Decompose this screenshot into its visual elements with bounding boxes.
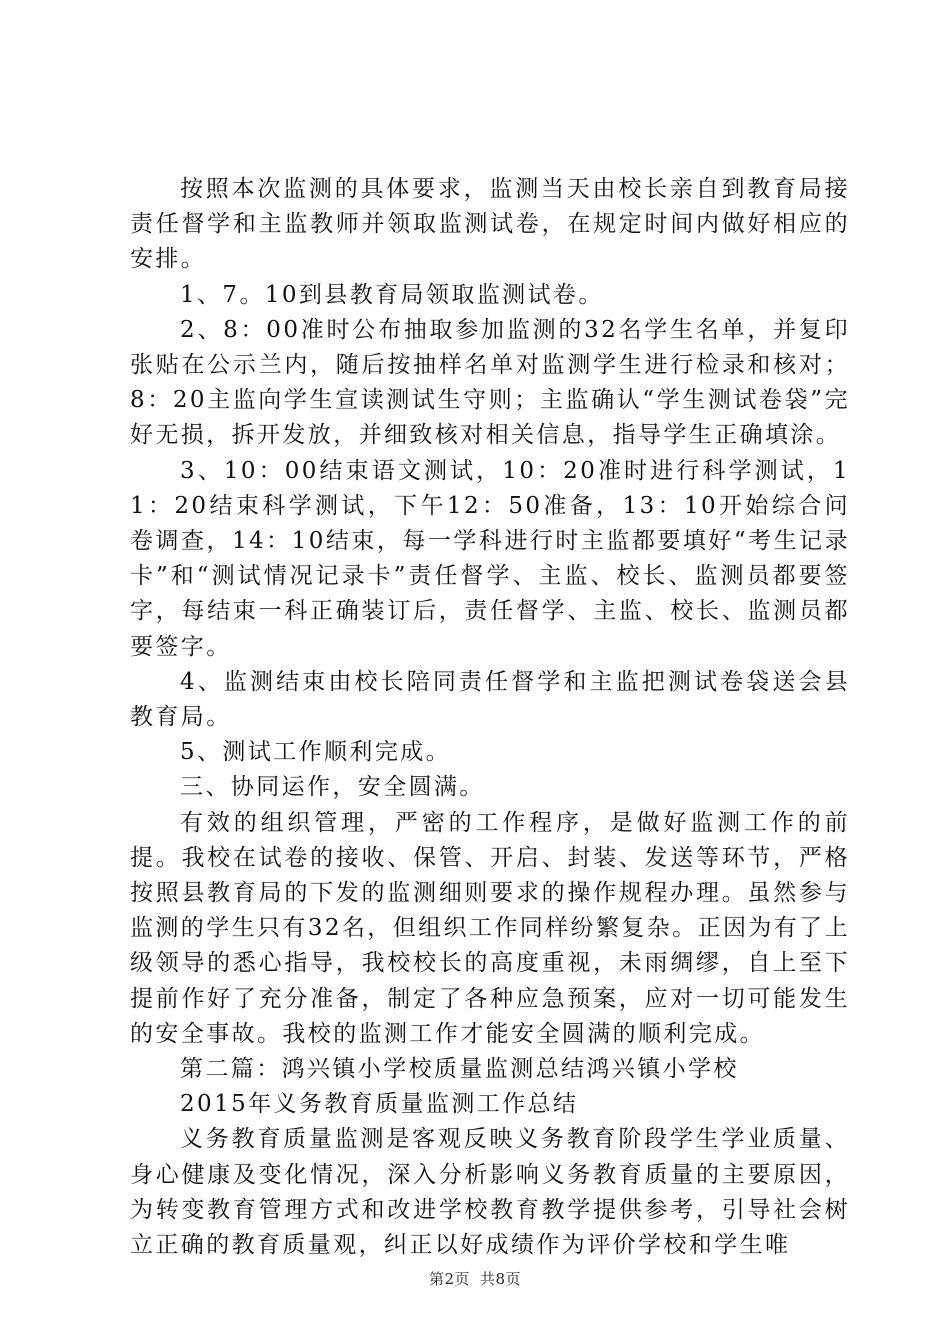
- paragraph: 1、7。10到县教育局领取监测试卷。: [180, 281, 604, 308]
- chapter-subtitle: 2015年义务教育质量监测工作总结: [180, 1091, 579, 1118]
- paragraph: 3、10：00结束语文测试，10：20准时进行科学测试，11：20结束科学测试，下午12：50准备，13：10开始综合问卷调查，14：10结束，每一学科进行时主监都要填好“考生记录卡”和“测试情况记录卡”责任督学、主监、校长、监测员都要签字，每结束一科正确装订后，责任督学、主监、校长、监测员都要签字。: [130, 457, 850, 660]
- chapter-heading: 第二篇：鸿兴镇小学校质量监测总结鸿兴镇小学校: [180, 1056, 739, 1083]
- paragraph: 2、8：00准时公布抽取参加监测的32名学生名单，并复印张贴在公示兰内，随后按抽样名单对监测学生进行检录和核对；8：20主监向学生宣读测试生守则；主监确认“学生测试卷袋”完好无损，拆开发放，并细致核对相关信息，指导学生正确填涂。: [130, 316, 850, 449]
- document-body: [130, 172, 850, 1263]
- paragraph: 按照本次监测的具体要求，监测当天由校长亲自到教育局接责任督学和主监教师并领取监测试卷，在规定时间内做好相应的安排。: [130, 176, 850, 273]
- page-number: 第2页: [428, 1270, 470, 1288]
- section-heading: 三、协同运作，安全圆满。: [180, 774, 485, 801]
- paragraph: 5、测试工作顺利完成。: [180, 739, 452, 766]
- paragraph: 义务教育质量监测是客观反映义务教育阶段学生学业质量、身心健康及变化情况，深入分析影响义务教育质量的主要原因，为转变教育管理方式和改进学校教育教学提供参考，引导社会树立正确的教育质量观，纠正以好成绩作为评价学校和学生唯: [130, 1126, 850, 1259]
- paragraph: 4、监测结束由校长陪同责任督学和主监把测试卷袋送会县教育局。: [130, 668, 850, 731]
- page-total: 共8页: [480, 1270, 522, 1288]
- paragraph: 有效的组织管理，严密的工作程序，是做好监测工作的前提。我校在试卷的接收、保管、开启、封装、发送等环节，严格按照县教育局的下发的监测细则要求的操作规程办理。虽然参与监测的学生只有32名，但组织工作同样纷繁复杂。正因为有了上级领导的悉心指导，我校校长的高度重视，未雨绸缪，自上至下提前作好了充分准备，制定了各种应急预案，应对一切可能发生的安全事故。我校的监测工作才能安全圆满的顺利完成。: [130, 809, 850, 1047]
- page-footer: [0, 1268, 950, 1289]
